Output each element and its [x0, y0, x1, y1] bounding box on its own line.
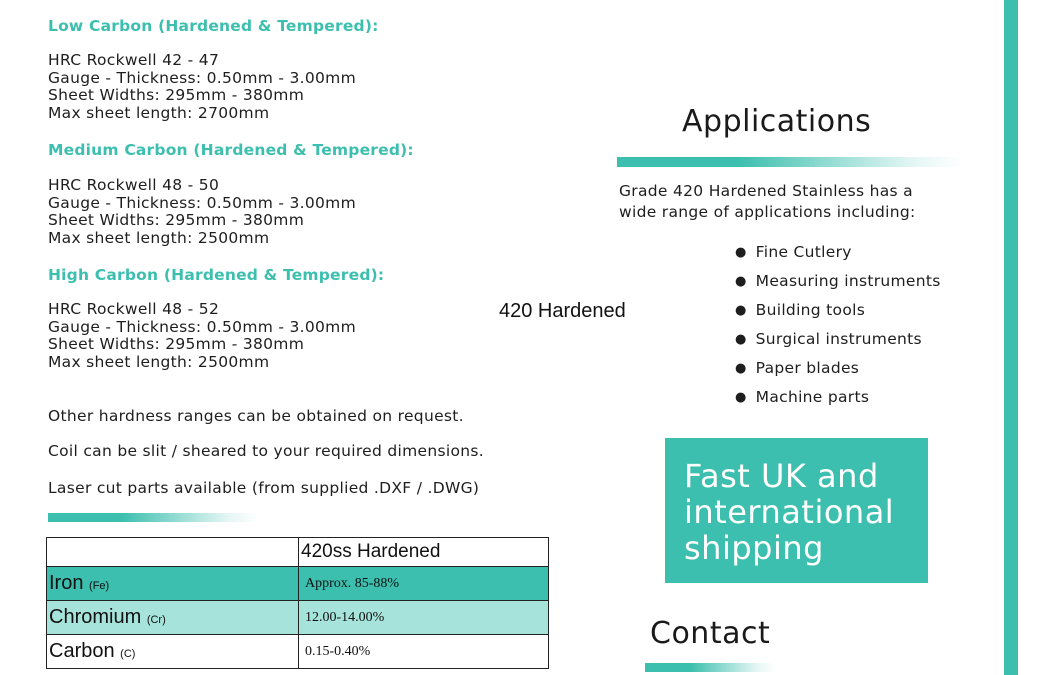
contact-title: Contact	[650, 616, 771, 651]
list-item: ● Fine Cutlery	[735, 238, 941, 267]
medium-carbon-specs	[48, 177, 356, 247]
table-row	[47, 601, 549, 635]
element-cell	[47, 635, 299, 669]
contact-divider	[645, 663, 775, 672]
high-carbon-heading: High Carbon (Hardened & Tempered):	[48, 266, 385, 284]
left-divider	[48, 513, 258, 522]
spec-line: Max sheet length: 2700mm	[48, 103, 270, 122]
shipping-line: shipping	[684, 529, 824, 567]
table-row	[47, 635, 549, 669]
table-header-grade: 420ss Hardened	[299, 538, 549, 567]
list-item: ● Paper blades	[735, 354, 941, 383]
spec-line: HRC Rockwell 48 - 52	[48, 300, 220, 318]
note-hardness: Other hardness ranges can be obtained on request.	[48, 407, 464, 425]
high-carbon-specs	[48, 301, 356, 371]
shipping-line: international	[684, 493, 895, 531]
list-item: ● Surgical instruments	[735, 325, 941, 354]
spec-line: Sheet Widths: 295mm - 380mm	[48, 335, 305, 354]
element-name: Carbon	[49, 640, 115, 662]
element-name: Iron	[49, 572, 84, 594]
element-name: Chromium	[49, 606, 142, 628]
value-cell: Approx. 85-88%	[299, 567, 549, 601]
value-cell: 12.00-14.00%	[299, 601, 549, 635]
medium-carbon-heading: Medium Carbon (Hardened & Tempered):	[48, 141, 414, 159]
element-cell	[47, 601, 299, 635]
spec-line: Gauge - Thickness: 0.50mm - 3.00mm	[48, 317, 356, 336]
note-coil: Coil can be slit / sheared to your required dimensions.	[48, 442, 484, 460]
element-symbol: (Fe)	[89, 580, 110, 592]
shipping-banner	[665, 438, 928, 583]
list-item: ● Building tools	[735, 296, 941, 325]
spec-line: Max sheet length: 2500mm	[48, 228, 270, 247]
value-cell: 0.15-0.40%	[299, 635, 549, 669]
center-label: 420 Hardened	[499, 300, 626, 322]
element-cell	[47, 567, 299, 601]
applications-intro-line: wide range of applications including:	[619, 203, 916, 221]
composition-table	[46, 537, 549, 669]
applications-divider	[617, 157, 962, 167]
spec-line: Gauge - Thickness: 0.50mm - 3.00mm	[48, 193, 356, 212]
low-carbon-heading: Low Carbon (Hardened & Tempered):	[48, 17, 379, 35]
applications-intro-line: Grade 420 Hardened Stainless has a	[619, 182, 913, 200]
spec-line: HRC Rockwell 42 - 47	[48, 51, 220, 69]
low-carbon-specs	[48, 52, 356, 122]
spec-line: Max sheet length: 2500mm	[48, 352, 270, 371]
list-item: ● Machine parts	[735, 383, 941, 412]
applications-intro	[619, 181, 916, 223]
element-symbol: (Cr)	[146, 614, 166, 626]
shipping-line: Fast UK and	[684, 457, 879, 495]
applications-list	[735, 238, 941, 412]
note-laser: Laser cut parts available (from supplied .DXF / .DWG)	[48, 479, 480, 497]
applications-title: Applications	[682, 104, 872, 139]
right-edge-stripe	[1004, 0, 1018, 675]
spec-line: Sheet Widths: 295mm - 380mm	[48, 86, 305, 105]
table-row	[47, 567, 549, 601]
table-header-empty	[47, 538, 299, 567]
spec-line: HRC Rockwell 48 - 50	[48, 176, 220, 194]
table-header-row	[47, 538, 549, 567]
element-symbol: (C)	[120, 648, 136, 660]
spec-line: Sheet Widths: 295mm - 380mm	[48, 211, 305, 230]
spec-line: Gauge - Thickness: 0.50mm - 3.00mm	[48, 68, 356, 87]
list-item: ● Measuring instruments	[735, 267, 941, 296]
